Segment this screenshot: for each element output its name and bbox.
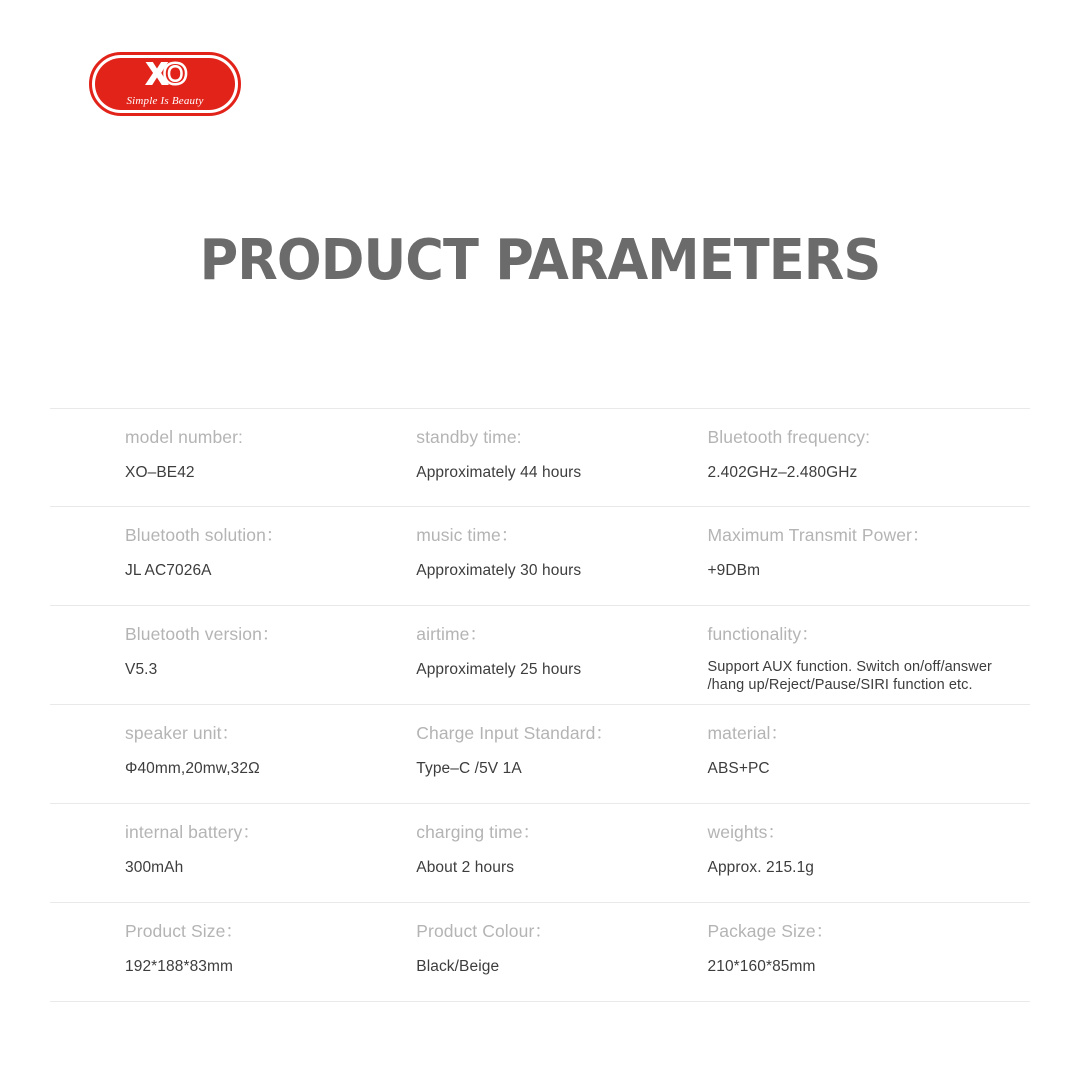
logo-tagline: Simple Is Beauty [126,95,204,107]
table-row [50,408,1030,507]
table-row [50,705,1030,804]
spec-label: model number: [125,427,244,447]
spec-value: Approx. 215.1g [707,858,815,876]
spec-cell [125,722,416,803]
table-row [50,903,1030,1002]
logo-wordmark [89,58,241,89]
spec-value: Black/Beige [416,957,500,975]
spec-label: standby time: [416,427,522,447]
spec-value: Support AUX function. Switch on/off/answer /hang up/Reject/Pause/SIRI function etc. [707,658,992,693]
spec-value: Type–C /5V 1A [416,759,522,777]
spec-value: Φ40mm,20mw,32Ω [125,759,260,777]
table-row [50,804,1030,903]
spec-label: functionality： [707,624,819,644]
table-row [50,606,1030,705]
spec-value: 192*188*83mm [125,957,234,975]
spec-value: JL AC7026A [125,561,212,579]
spec-label: charging time： [416,822,541,842]
spec-value: ABS+PC [707,759,770,777]
spec-value: Approximately 25 hours [416,660,582,678]
spec-value: Approximately 44 hours [416,463,582,481]
spec-cell [125,524,416,605]
spec-cell [125,426,416,506]
spec-label: Package Size： [707,921,834,941]
spec-label: weights： [707,822,786,842]
specifications-table [50,408,1030,1002]
spec-value: 210*160*85mm [707,957,816,975]
spec-label: speaker unit： [125,723,240,743]
spec-value: Approximately 30 hours [416,561,582,579]
spec-label: Bluetooth frequency: [707,427,871,447]
spec-label: airtime： [416,624,488,644]
spec-cell [708,524,1031,605]
table-row [50,507,1030,606]
spec-cell [125,920,416,1001]
spec-label: Charge Input Standard： [416,723,614,743]
spec-label: Product Colour： [416,921,552,941]
spec-cell [416,426,707,506]
spec-label: Bluetooth version： [125,624,280,644]
spec-label: Maximum Transmit Power： [707,525,930,545]
spec-value: About 2 hours [416,858,515,876]
spec-cell [708,426,1031,506]
spec-value: 300mAh [125,858,184,876]
spec-cell [416,524,707,605]
spec-value: 2.402GHz–2.480GHz [707,463,858,481]
spec-cell [125,623,416,704]
spec-cell [708,920,1031,1001]
spec-cell [416,821,707,902]
xo-brand-logo [89,52,241,116]
spec-value: V5.3 [125,660,158,678]
spec-cell [416,623,707,704]
spec-label: Bluetooth solution： [125,525,284,545]
spec-cell [708,821,1031,902]
spec-cell [125,821,416,902]
logo-x-glyph: X [146,56,164,91]
spec-label: Product Size： [125,921,244,941]
spec-label: music time： [416,525,519,545]
spec-cell [708,623,1031,704]
spec-label: material： [707,723,789,743]
spec-cell [416,722,707,803]
spec-cell [708,722,1031,803]
spec-value: XO–BE42 [125,463,195,481]
page-title: PRODUCT PARAMETERS [199,228,881,293]
spec-value: +9DBm [707,561,761,579]
spec-label: internal battery： [125,822,260,842]
spec-cell [416,920,707,1001]
logo-o-glyph: O [163,56,184,91]
